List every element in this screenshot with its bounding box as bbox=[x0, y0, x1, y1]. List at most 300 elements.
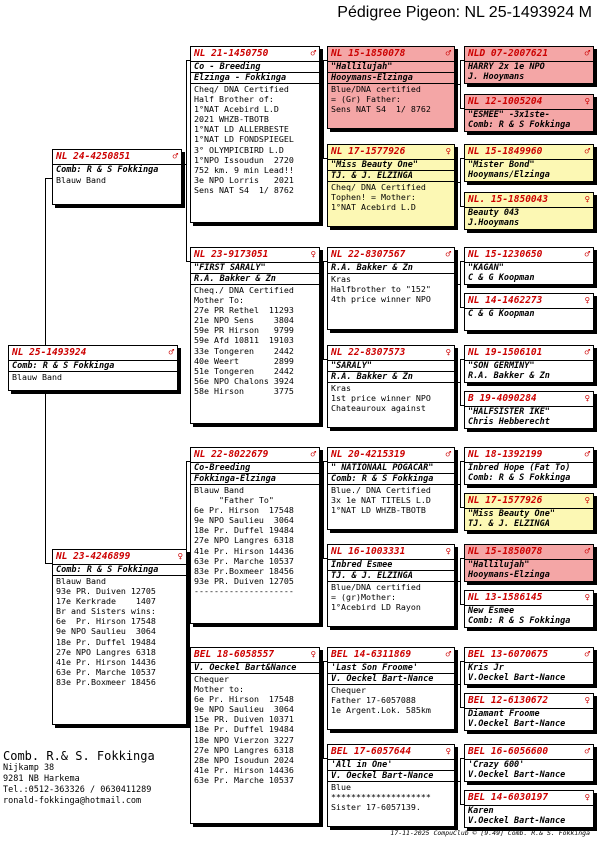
female-icon: ♀ bbox=[445, 147, 451, 157]
ring-number: BEL 13-6070675 bbox=[468, 649, 549, 660]
pigeon-info-line: Chequer bbox=[194, 674, 229, 684]
connector-line bbox=[320, 510, 323, 511]
pigeon-card[interactable] bbox=[327, 247, 455, 330]
connector-line bbox=[45, 178, 46, 345]
connector-line bbox=[45, 391, 46, 563]
pigeon-header bbox=[328, 47, 454, 62]
pigeon-info-line: 18e NPO Vierzon 3227 bbox=[194, 734, 294, 745]
pigeon-owner: Hooymans/Elzinga bbox=[468, 170, 550, 180]
page-title: Pédigree Pigeon: NL 25-1493924 M bbox=[337, 4, 592, 21]
pigeon-info-line: Tophen! = Mother: bbox=[331, 192, 416, 203]
pigeon-card[interactable] bbox=[327, 544, 455, 627]
pigeon-info-line: Blue/DNA certified bbox=[331, 582, 421, 592]
connector-line bbox=[460, 261, 461, 307]
connector-line bbox=[323, 758, 327, 759]
connector-line bbox=[323, 461, 324, 558]
male-icon: ♂ bbox=[310, 450, 316, 460]
male-icon: ♂ bbox=[168, 348, 174, 358]
pigeon-info-line: Chequer bbox=[331, 685, 366, 695]
male-icon: ♂ bbox=[584, 250, 590, 260]
pigeon-card[interactable] bbox=[464, 647, 594, 685]
connector-line bbox=[186, 261, 190, 262]
connector-line bbox=[460, 558, 464, 559]
pigeon-info-line: 27e NPO Langres 6318 bbox=[56, 646, 156, 657]
ring-number: NL 23-4246899 bbox=[56, 551, 131, 562]
pigeon-card[interactable] bbox=[464, 744, 594, 782]
pigeon-info-line: Blue./ DNA Certified bbox=[331, 485, 431, 495]
female-icon: ♀ bbox=[445, 547, 451, 557]
pigeon-info-line: Br and Sisters wins: bbox=[56, 606, 156, 617]
pigeon-header bbox=[328, 745, 454, 760]
pigeon-header bbox=[53, 150, 181, 165]
contact-line: Nijkamp 38 bbox=[3, 763, 55, 773]
pigeon-header bbox=[328, 448, 454, 463]
pigeon-info-line: 3e NPO Lorris 2021 bbox=[194, 174, 294, 185]
pigeon-info-line: Halfbrother to "152" bbox=[331, 284, 431, 295]
pigeon-name: "SON GERMINY" bbox=[468, 361, 535, 371]
pigeon-owner: C & G Koopman bbox=[468, 309, 535, 319]
pigeon-card[interactable] bbox=[190, 46, 320, 223]
pigeon-info-line: 41e Pr. Hirson 14436 bbox=[194, 764, 294, 775]
pigeon-card[interactable] bbox=[327, 744, 455, 827]
pigeon-header bbox=[328, 648, 454, 663]
ring-number: NL 24-4250851 bbox=[56, 151, 131, 162]
pigeon-name: Inbred Esmee bbox=[331, 560, 393, 570]
connector-line bbox=[460, 758, 461, 804]
pigeon-card[interactable] bbox=[464, 693, 594, 731]
pigeon-owner: Comb: R & S Fokkinga bbox=[9, 361, 177, 372]
pigeon-info-line: 9e NPO Saulieu 3064 bbox=[194, 515, 294, 526]
connector-line bbox=[323, 661, 324, 758]
pigeon-card[interactable] bbox=[327, 144, 455, 227]
pigeon-owner: Comb: R & S Fokkinga bbox=[53, 565, 186, 576]
pigeon-name: "FIRST SARALY" bbox=[194, 263, 266, 273]
pigeon-info-line: Mother to: bbox=[194, 684, 244, 695]
ring-number: NL. 15-1850043 bbox=[468, 194, 549, 205]
ring-number: NL 18-1392199 bbox=[468, 449, 543, 460]
connector-line bbox=[455, 182, 460, 183]
pigeon-owner: Comb: R & S Fokkinga bbox=[56, 165, 159, 175]
female-icon: ♀ bbox=[584, 97, 590, 107]
pigeon-name: Beauty 043 bbox=[468, 208, 520, 218]
pigeon-name: 'Last Son Froome' bbox=[331, 663, 418, 673]
pigeon-owner: V. Oeckel Bart-Nance bbox=[328, 673, 454, 685]
connector-line bbox=[460, 405, 464, 406]
pigeon-owner: Chris Hebberecht bbox=[468, 417, 550, 427]
connector-line bbox=[323, 261, 324, 359]
pigeon-owner: V. Oeckel Bart-Nance bbox=[328, 770, 454, 782]
connector-line bbox=[182, 164, 186, 165]
pigeon-name: "Hallilujah" bbox=[468, 560, 530, 570]
pigeon-header bbox=[465, 791, 593, 806]
contact-line: Tel.:0512-363326 / 0630411289 bbox=[3, 785, 152, 795]
pigeon-info-line: Kras bbox=[331, 274, 351, 284]
ring-number: BEL 17-6057644 bbox=[331, 746, 412, 757]
pigeon-info-line: 63e Pr. Marche 10537 bbox=[56, 666, 156, 677]
pigeon-info-line: Cheq/ DNA Certified bbox=[331, 182, 426, 192]
pigeon-info-line: Blue/DNA certified bbox=[331, 84, 421, 94]
connector-line bbox=[460, 604, 464, 605]
pigeon-card[interactable] bbox=[464, 447, 594, 485]
ring-number: NL 21-1450750 bbox=[194, 48, 269, 59]
male-icon: ♂ bbox=[445, 250, 451, 260]
female-icon: ♀ bbox=[584, 593, 590, 603]
pigeon-info-line: 33e Tongeren 2442 bbox=[194, 345, 294, 356]
pigeon-header bbox=[465, 745, 593, 760]
connector-line bbox=[460, 206, 464, 207]
connector-line bbox=[323, 461, 327, 462]
pigeon-header bbox=[191, 648, 319, 663]
connector-line bbox=[323, 359, 327, 360]
pigeon-card[interactable] bbox=[464, 544, 594, 582]
male-icon: ♂ bbox=[584, 650, 590, 660]
female-icon: ♀ bbox=[177, 552, 183, 562]
pigeon-info-line: 40e Weert 2899 bbox=[194, 355, 294, 366]
pigeon-info-line: Blauw Band bbox=[56, 576, 106, 586]
connector-line bbox=[460, 60, 461, 108]
connector-line bbox=[455, 382, 460, 383]
ring-number: NL 22-8307567 bbox=[331, 249, 406, 260]
pigeon-info-line: 58e Hirson 3775 bbox=[194, 385, 294, 396]
connector-line bbox=[455, 581, 460, 582]
pigeon-header bbox=[9, 346, 177, 361]
connector-line bbox=[460, 804, 464, 805]
pigeon-info-line: 6e Pr. Hirson 17548 bbox=[194, 694, 294, 705]
connector-line bbox=[455, 484, 460, 485]
pigeon-name: Co - Breeding bbox=[194, 62, 261, 72]
pigeon-name: Inbred Hope (Fat To) bbox=[468, 463, 571, 473]
ring-number: NL 19-1506101 bbox=[468, 347, 543, 358]
pigeon-card[interactable] bbox=[52, 549, 187, 725]
male-icon: ♂ bbox=[445, 49, 451, 59]
connector-line bbox=[460, 60, 464, 61]
female-icon: ♀ bbox=[584, 195, 590, 205]
pigeon-info-line: 9e NPO Saulieu 3064 bbox=[56, 626, 156, 637]
pigeon-info-line: 93e PR. Duiven 12705 bbox=[194, 575, 294, 586]
pigeon-info-line: Cheq./ DNA Certified bbox=[194, 285, 294, 295]
pigeon-info-line: Mother To: bbox=[194, 295, 244, 306]
pigeon-header bbox=[465, 346, 593, 361]
pigeon-info-line: 27e NPO Langres 6318 bbox=[194, 744, 294, 755]
male-icon: ♂ bbox=[584, 747, 590, 757]
ring-number: NL 16-1003331 bbox=[331, 546, 406, 557]
female-icon: ♀ bbox=[310, 250, 316, 260]
ring-number: NL 22-8022679 bbox=[194, 449, 269, 460]
ring-number: NL 15-1230650 bbox=[468, 249, 543, 260]
pigeon-name: Karen bbox=[468, 806, 494, 816]
pigeon-header bbox=[465, 648, 593, 663]
pigeon-info-line: 2021 WHZB-TBOTB bbox=[194, 114, 269, 125]
pigeon-info-line: 3x 1e NAT TITELS L.D bbox=[331, 495, 431, 506]
pigeon-name: "HALFSISTER IKE" bbox=[468, 407, 550, 417]
pigeon-header bbox=[328, 145, 454, 160]
pigeon-info-line: 1°NAT LD WHZB-TBOTB bbox=[331, 505, 426, 516]
male-icon: ♂ bbox=[584, 547, 590, 557]
pigeon-info-line: Sens NAT S4 1/ 8762 bbox=[331, 104, 431, 115]
connector-line bbox=[323, 158, 327, 159]
pigeon-card[interactable] bbox=[327, 647, 455, 730]
ring-number: NL 14-1462273 bbox=[468, 295, 543, 306]
pigeon-header bbox=[465, 494, 593, 509]
pigeon-header bbox=[465, 591, 593, 606]
ring-number: NLD 07-2007621 bbox=[468, 48, 549, 59]
ring-number: NL 17-1577926 bbox=[468, 495, 543, 506]
pigeon-owner: Comb: R & S Fokkinga bbox=[468, 473, 571, 483]
connector-line bbox=[186, 461, 187, 661]
pigeon-card[interactable] bbox=[464, 192, 594, 230]
pigeon-card[interactable] bbox=[190, 247, 320, 424]
connector-line bbox=[320, 310, 323, 311]
pigeon-info-line: 41e Pr. Hirson 14436 bbox=[56, 656, 156, 667]
ring-number: NL 15-1850078 bbox=[468, 546, 543, 557]
pigeon-owner: Elzinga - Fokkinga bbox=[191, 72, 319, 84]
pigeon-info-line: 83e Pr.Boxmeer 18456 bbox=[56, 676, 156, 687]
female-icon: ♀ bbox=[584, 394, 590, 404]
ring-number: BEL 18-6058557 bbox=[194, 649, 275, 660]
pigeon-info-line: 41e Pr. Hirson 14436 bbox=[194, 545, 294, 556]
pigeon-info-line: 1°NAT LD ALLERBESTE bbox=[194, 124, 289, 135]
pigeon-info-line: = (gr)Mother: bbox=[331, 592, 396, 603]
pigeon-header bbox=[191, 47, 319, 62]
pigeon-info-line: 1°Acebird LD Rayon bbox=[331, 602, 421, 613]
male-icon: ♂ bbox=[584, 450, 590, 460]
connector-line bbox=[455, 284, 460, 285]
connector-line bbox=[460, 108, 464, 109]
pigeon-card[interactable] bbox=[8, 345, 178, 391]
connector-line bbox=[460, 461, 464, 462]
female-icon: ♀ bbox=[584, 696, 590, 706]
breeder-name: Comb. R.& S. Fokkinga bbox=[3, 749, 155, 763]
pigeon-info-line: 6e Pr. Hirson 17548 bbox=[56, 616, 156, 627]
pigeon-header bbox=[465, 294, 593, 309]
male-icon: ♂ bbox=[445, 650, 451, 660]
ring-number: NL 15-1849960 bbox=[468, 146, 543, 157]
connector-line bbox=[460, 661, 461, 707]
ring-number: NL 22-8307573 bbox=[331, 347, 406, 358]
male-icon: ♂ bbox=[310, 49, 316, 59]
connector-line bbox=[186, 60, 190, 61]
pigeon-owner: TJ. & J. ELZINGA bbox=[468, 519, 550, 529]
pigeon-owner: R.A. Bakker & Zn bbox=[328, 371, 454, 383]
connector-line bbox=[455, 84, 460, 85]
ring-number: NL 25-1493924 bbox=[12, 347, 87, 358]
pigeon-card[interactable] bbox=[327, 447, 455, 530]
ring-number: BEL 14-6030197 bbox=[468, 792, 549, 803]
pigeon-info-line: 3° OLYMPICBIRD L.D bbox=[194, 144, 284, 155]
pigeon-card[interactable] bbox=[190, 447, 320, 624]
ring-number: NL 12-1005204 bbox=[468, 96, 543, 107]
connector-line bbox=[323, 661, 327, 662]
pigeon-header bbox=[328, 248, 454, 263]
pigeon-info-line: 18e Pr. Duffel 19484 bbox=[194, 724, 294, 735]
male-icon: ♂ bbox=[584, 348, 590, 358]
pigeon-info-line: 18e Pr. Duffel 19484 bbox=[56, 636, 156, 647]
female-icon: ♀ bbox=[445, 348, 451, 358]
pigeon-info-line: 18e Pr. Duffel 19484 bbox=[194, 525, 294, 536]
connector-line bbox=[460, 661, 464, 662]
pigeon-info-line: Blue bbox=[331, 782, 351, 792]
pigeon-info-line: 1°NAT Acebird L.D bbox=[194, 104, 279, 115]
pigeon-owner: Fokkinga-Elzinga bbox=[191, 473, 319, 485]
pigeon-name: "Miss Beauty One" bbox=[468, 509, 555, 519]
connector-line bbox=[460, 507, 464, 508]
pigeon-info-line: 27e PR Rethel 11293 bbox=[194, 305, 294, 316]
pigeon-header bbox=[191, 248, 319, 263]
connector-line bbox=[460, 158, 464, 159]
pigeon-header bbox=[465, 545, 593, 560]
pigeon-info-line: 1°NAT LD FONDSPIEGEL bbox=[194, 134, 294, 145]
pigeon-name: "Mister Bond" bbox=[468, 160, 535, 170]
male-icon: ♂ bbox=[445, 450, 451, 460]
connector-line bbox=[186, 60, 187, 261]
pigeon-card[interactable] bbox=[464, 790, 594, 828]
connector-line bbox=[460, 158, 461, 206]
pigeon-info-line: -------------------- bbox=[194, 585, 294, 596]
pigeon-info-line: 63e Pr. Marche 10537 bbox=[194, 774, 294, 785]
connector-line bbox=[455, 684, 460, 685]
pigeon-owner: Comb: R & S Fokkinga bbox=[468, 120, 571, 130]
pigeon-info-line: 6e Pr. Hirson 17548 bbox=[194, 505, 294, 516]
pigeon-card[interactable] bbox=[327, 46, 455, 129]
female-icon: ♀ bbox=[584, 296, 590, 306]
connector-line bbox=[460, 261, 464, 262]
pigeon-header bbox=[328, 545, 454, 560]
pigeon-header bbox=[328, 346, 454, 361]
pigeon-card[interactable] bbox=[52, 149, 182, 205]
connector-line bbox=[460, 461, 461, 507]
pigeon-name: " NATIONAAL POGACAR" bbox=[331, 463, 434, 473]
pigeon-card[interactable] bbox=[464, 247, 594, 285]
pigeon-info-line: Chateauroux against bbox=[331, 403, 426, 414]
pigeon-name: "ESMEE" -3x1ste- bbox=[468, 110, 550, 120]
connector-line bbox=[460, 307, 464, 308]
pigeon-name: "Miss Beauty One" bbox=[331, 160, 418, 170]
pigeon-header bbox=[191, 448, 319, 463]
ring-number: NL 20-4215319 bbox=[331, 449, 406, 460]
ring-number: BEL 16-6056600 bbox=[468, 746, 549, 757]
connector-line bbox=[323, 261, 327, 262]
pigeon-header bbox=[465, 47, 593, 62]
pigeon-owner: C & G Koopman bbox=[468, 273, 535, 283]
pigeon-info-line: Kras bbox=[331, 383, 351, 393]
pigeon-owner: V. Oeckel Bart&Nance bbox=[191, 663, 319, 674]
male-icon: ♂ bbox=[584, 147, 590, 157]
pigeon-header bbox=[53, 550, 186, 565]
pigeon-name: HARRY 2x 1e NPO bbox=[468, 62, 545, 72]
pigeon-info-line: 15e PR. Duiven 10371 bbox=[194, 714, 294, 725]
contact-line: 9281 NB Harkema bbox=[3, 774, 80, 784]
female-icon: ♀ bbox=[584, 793, 590, 803]
pigeon-header bbox=[465, 694, 593, 709]
connector-line bbox=[186, 461, 190, 462]
female-icon: ♀ bbox=[584, 496, 590, 506]
pigeon-header bbox=[465, 392, 593, 407]
pigeon-info-line: Blauw Band bbox=[56, 175, 106, 185]
pigeon-info-line: Half Brother of: bbox=[194, 94, 274, 105]
pigeon-info-line: 28e NPO Isoudun 2024 bbox=[194, 754, 294, 765]
pigeon-owner: J.Hooymans bbox=[468, 218, 520, 228]
pigeon-card[interactable] bbox=[464, 46, 594, 84]
pigeon-card[interactable] bbox=[190, 647, 320, 824]
pigeon-info-line: 752 km. 9 min Lead!! bbox=[194, 164, 294, 175]
pigeon-info-line: 17e Kerkrade 1407 bbox=[56, 596, 156, 607]
pigeon-owner: Comb: R & S Fokkinga bbox=[328, 473, 454, 485]
connector-line bbox=[45, 178, 52, 179]
pigeon-info-line: Father 17-6057088 bbox=[331, 695, 416, 706]
pigeon-name: "KAGAN" bbox=[468, 263, 504, 273]
connector-line bbox=[186, 661, 190, 662]
pigeon-owner: V.Oeckel Bart-Nance bbox=[468, 719, 566, 729]
pigeon-card[interactable] bbox=[464, 590, 594, 628]
pigeon-name: 'Crazy 600' bbox=[468, 760, 525, 770]
pigeon-info-line: 9e NPO Saulieu 3064 bbox=[194, 704, 294, 715]
pigeon-card[interactable] bbox=[464, 94, 594, 132]
pigeon-owner: Hooymans-Elzinga bbox=[468, 570, 550, 580]
ring-number: NL 15-1850078 bbox=[331, 48, 406, 59]
pigeon-info-line: 1st price winner NPO bbox=[331, 393, 431, 404]
pigeon-name: New Esmee bbox=[468, 606, 515, 616]
pigeon-info-line: Blauw Band bbox=[12, 372, 62, 382]
pigeon-name: "SARALY" bbox=[331, 361, 372, 371]
pigeon-name: Kris Jr bbox=[468, 663, 504, 673]
pigeon-info-line: 56e NPO Chalons 3924 bbox=[194, 375, 294, 386]
ring-number: NL 17-1577926 bbox=[331, 146, 406, 157]
pigeon-owner: TJ. & J. ELZINGA bbox=[328, 170, 454, 182]
pigeon-card[interactable] bbox=[464, 493, 594, 531]
pigeon-info-line: Blauw Band bbox=[194, 485, 244, 495]
pigeon-card[interactable] bbox=[464, 345, 594, 383]
pigeon-owner: TJ. & J. ELZINGA bbox=[328, 570, 454, 582]
pigeon-owner: Comb: R & S Fokkinga bbox=[468, 616, 571, 626]
ring-number: BEL 14-6311869 bbox=[331, 649, 412, 660]
pigeon-info-line: = (Gr) Father: bbox=[331, 94, 401, 105]
pigeon-card[interactable] bbox=[327, 345, 455, 428]
connector-line bbox=[320, 109, 323, 110]
connector-line bbox=[460, 558, 461, 604]
connector-line bbox=[460, 707, 464, 708]
pigeon-header bbox=[465, 248, 593, 263]
connector-line bbox=[460, 359, 464, 360]
pigeon-owner: R.A. Bakker & Zn bbox=[328, 263, 454, 274]
pigeon-info-line: Sens NAT S4 1/ 8762 bbox=[194, 184, 294, 195]
pigeon-card[interactable] bbox=[464, 391, 594, 429]
pigeon-info-line: 93e PR. Duiven 12705 bbox=[56, 586, 156, 597]
pigeon-info-line: 83e Pr.Boxmeer 18456 bbox=[194, 565, 294, 576]
contact-email[interactable]: ronald-fokkinga@hotmail.com bbox=[3, 796, 142, 806]
pigeon-info-line: 21e NPO Sens 3804 bbox=[194, 315, 294, 326]
pigeon-info-line: 4th price winner NPO bbox=[331, 294, 431, 305]
female-icon: ♀ bbox=[310, 650, 316, 660]
pigeon-name: 'All in One' bbox=[331, 760, 393, 770]
pigeon-card[interactable] bbox=[464, 293, 594, 331]
pigeon-header bbox=[465, 193, 593, 208]
pigeon-name: "Hallilujah" bbox=[331, 62, 393, 72]
pigeon-header bbox=[465, 448, 593, 463]
pigeon-card[interactable] bbox=[464, 144, 594, 182]
male-icon: ♂ bbox=[172, 152, 178, 162]
footer: 17-11-2025 CompuClub © [9.49] Comb. R.& S. Fokkinga bbox=[390, 829, 590, 837]
pigeon-info-line: Sister 17-6057139. bbox=[331, 802, 421, 813]
pigeon-info-line: 1°NPO Issoudun 2720 bbox=[194, 154, 294, 165]
male-icon: ♂ bbox=[584, 49, 590, 59]
pigeon-name: Co-Breeding bbox=[194, 463, 251, 473]
connector-line bbox=[455, 781, 460, 782]
pigeon-owner: V.Oeckel Bart-Nance bbox=[468, 816, 566, 826]
connector-line bbox=[460, 359, 461, 405]
pigeon-info-line: 1e Argent.Lok. 585km bbox=[331, 705, 431, 716]
pigeon-owner: V.Oeckel Bart-Nance bbox=[468, 673, 566, 683]
pigeon-info-line: 63e Pr. Marche 10537 bbox=[194, 555, 294, 566]
